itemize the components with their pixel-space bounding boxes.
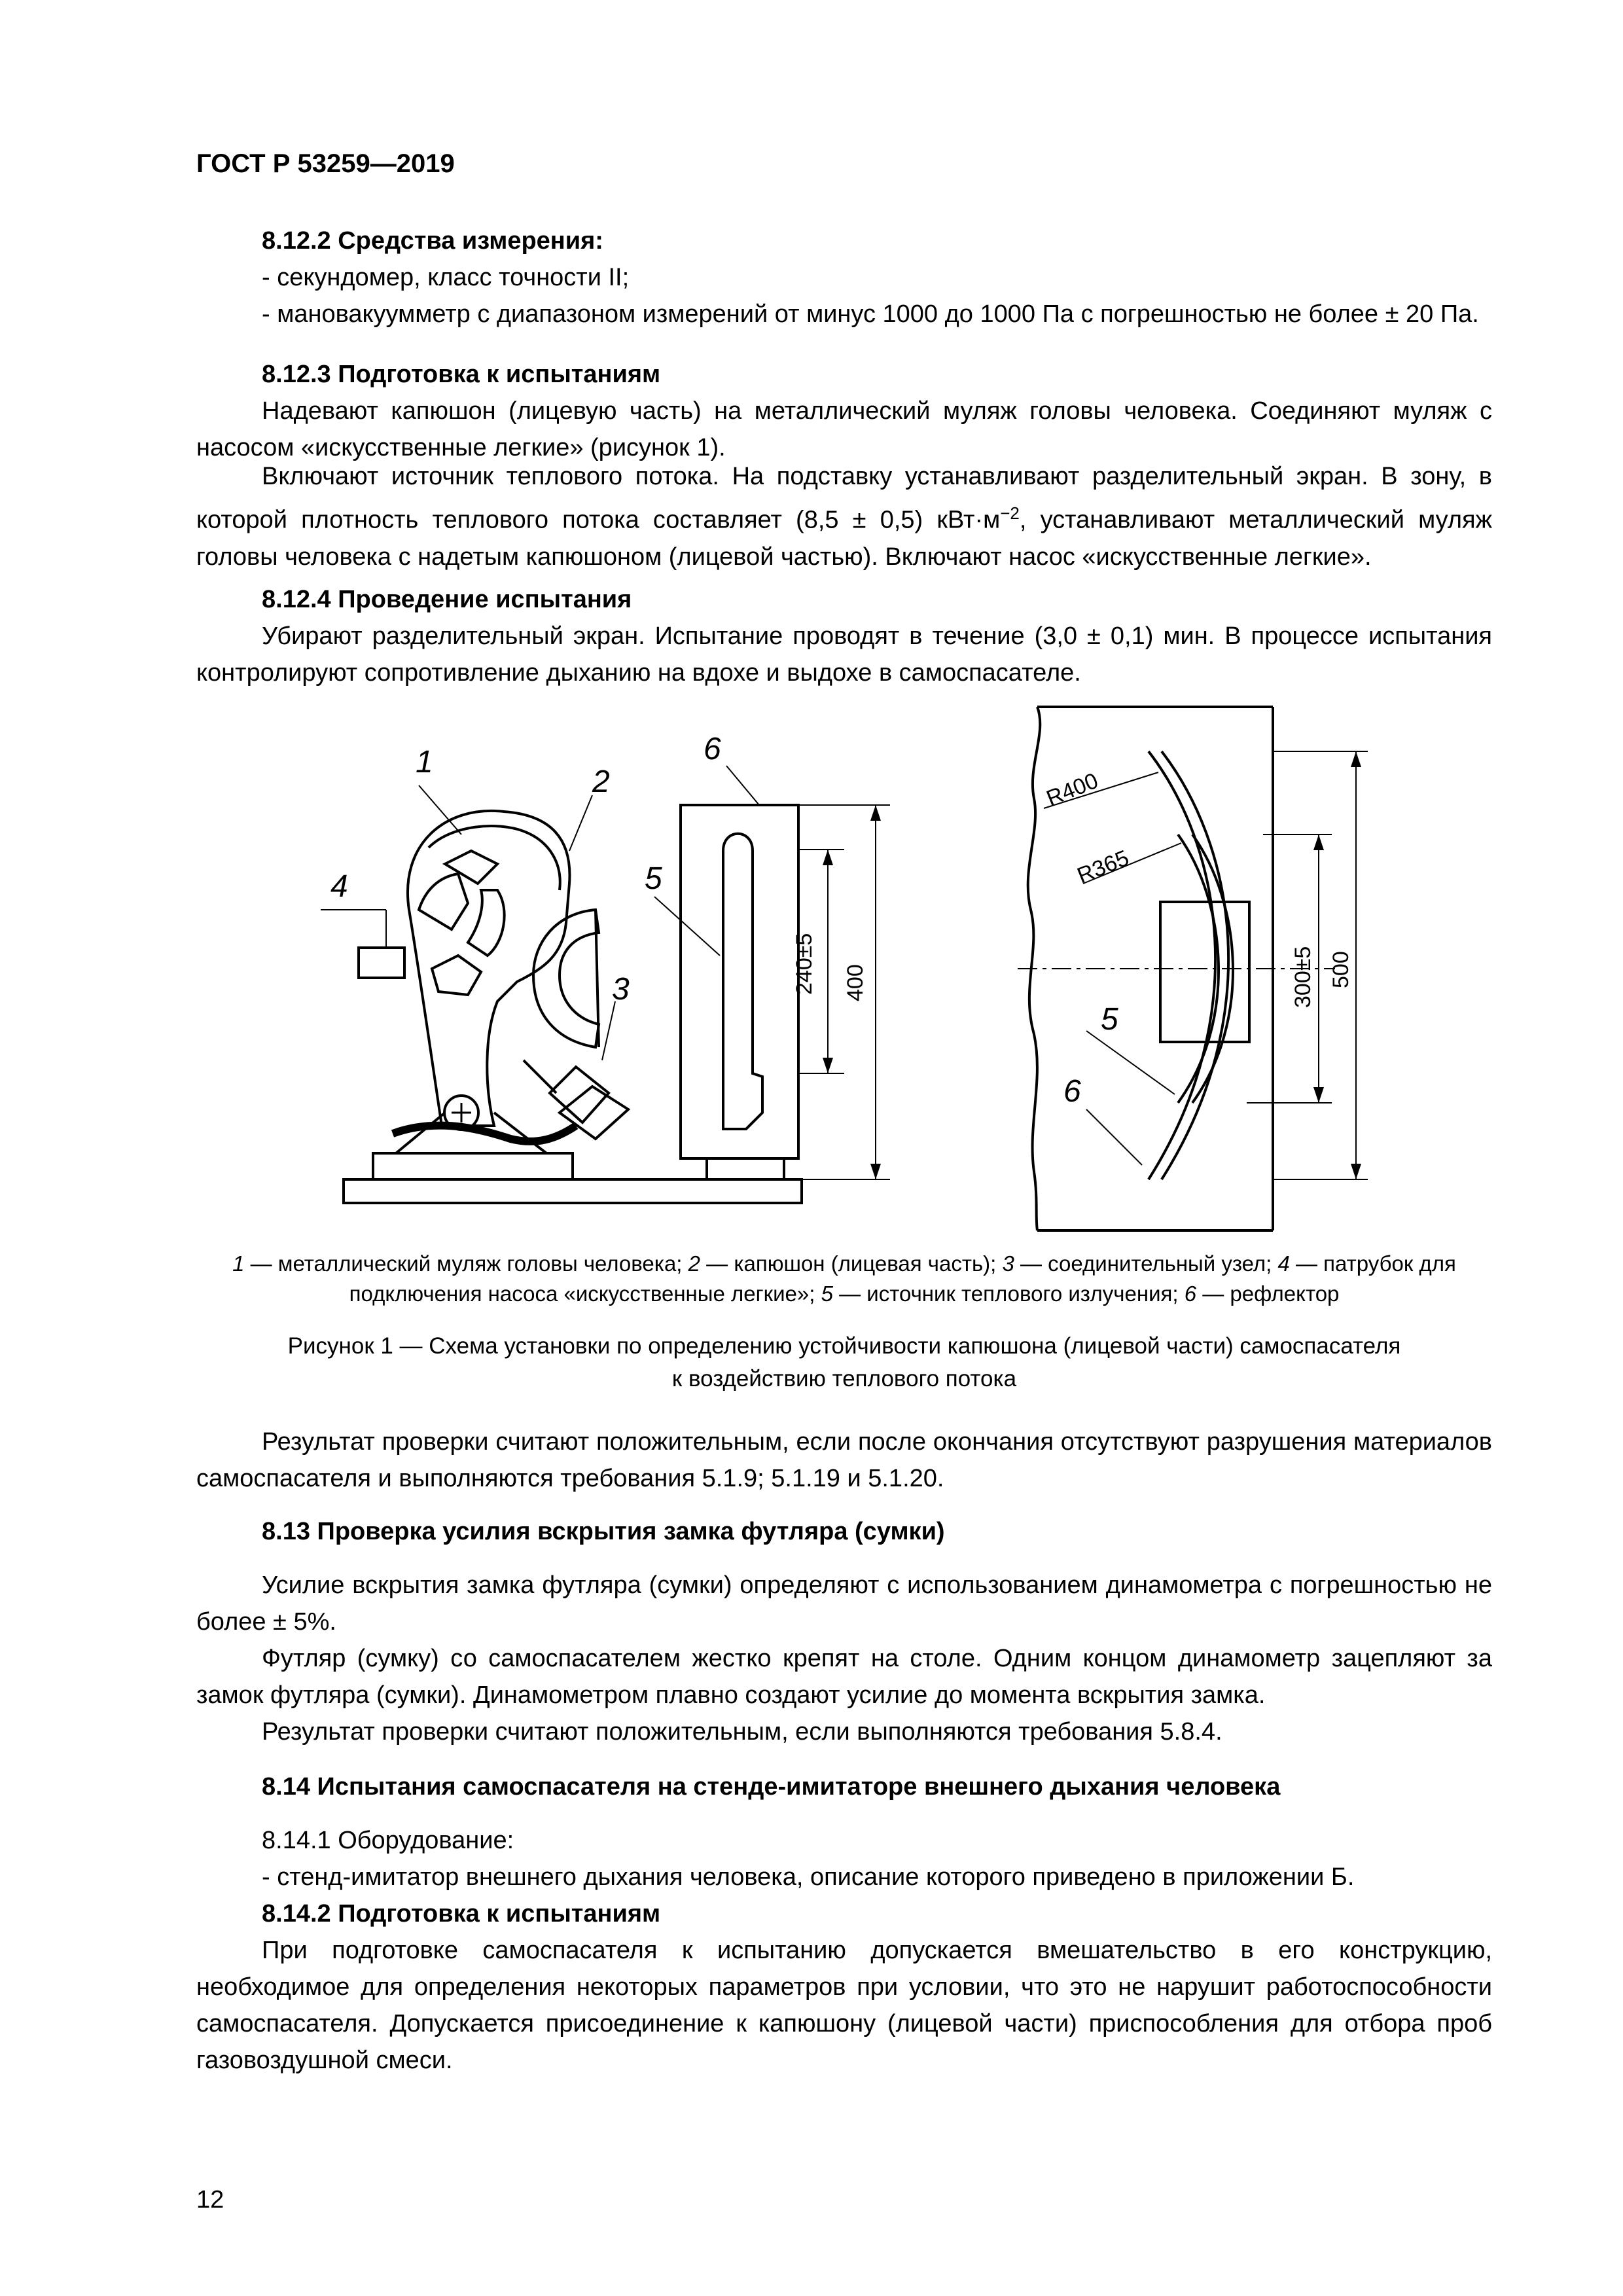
dimension-label-400: 400	[843, 964, 868, 1001]
radius-label-r400: R400	[1043, 768, 1102, 812]
paragraph: При подготовке самоспасателя к испытанию допускается вмешательство в его конструкцию, необходимое для определения некоторых параметров при условии, что это не нарушит работоспособности самоспасателя. Допускается присоединение к капюшону (лицевой части) приспособления для отбора проб газовоздушной смеси.	[196, 1937, 1492, 2074]
figure-label-3: 3	[612, 972, 630, 1007]
list-item: - секундомер, класс точности II;	[262, 264, 630, 291]
figure-label-4: 4	[330, 869, 348, 904]
section-8-14-2-title: 8.14.2 Подготовка к испытаниям	[262, 1900, 661, 1928]
hood-panel	[468, 890, 505, 956]
figure-caption: Рисунок 1 — Схема установки по определению устойчивости капюшона (лицевой части) самоспасателя к воздействию теплового потока	[287, 1333, 1401, 1391]
page-number: 12	[196, 2186, 224, 2214]
figure-label-5-right: 5	[1101, 1002, 1118, 1037]
dimension-label-500: 500	[1329, 951, 1353, 988]
connector-unit	[550, 1067, 609, 1122]
paragraph: Результат проверки считают положительным, если после окончания отсутствуют разрушения материалов самоспасателя и выполняются требования 5.1.9; 5.1.19 и 5.1.20.	[196, 1428, 1492, 1492]
base-plate	[344, 1179, 802, 1203]
list-item: - стенд-имитатор внешнего дыхания человека, описание которого приведено в приложении Б.	[262, 1863, 1355, 1891]
hood-panel	[419, 874, 468, 929]
list-item: - мановакуумметр с диапазоном измерений от минус 1000 до 1000 Па с погрешностью не более ± 20 Па.	[262, 300, 1479, 328]
figure-label-6: 6	[704, 732, 721, 766]
pump-port	[359, 948, 404, 978]
leader-line-2	[569, 795, 592, 851]
section-8-12-4-title: 8.12.4 Проведение испытания	[262, 586, 632, 613]
heat-source-emitter	[723, 834, 762, 1129]
leader-line-6-right	[1086, 1109, 1142, 1165]
radius-label-r365: R365	[1073, 845, 1133, 889]
head-stand	[373, 1153, 573, 1179]
heat-source-housing	[681, 805, 798, 1158]
figure-label-5: 5	[645, 861, 662, 896]
dimension-label-300: 300±5	[1291, 946, 1315, 1008]
paragraph: Надевают капюшон (лицевую часть) на металлический муляж головы человека. Соединяют муляж с насосом «искусственные легкие» (рисунок 1).	[196, 397, 1492, 461]
section-8-14-title: 8.14 Испытания самоспасателя на стенде-имитаторе внешнего дыхания человека	[262, 1773, 1281, 1801]
paragraph: Результат проверки считают положительным, если выполняются требования 5.8.4.	[262, 1718, 1222, 1746]
paragraph: Футляр (сумку) со самоспасателем жестко крепят на столе. Одним концом динамометр зацепляют за замок футляра (сумки). Динамометром плавно создают усилие до момента вскрытия замка.	[196, 1645, 1492, 1709]
figure-label-2: 2	[592, 764, 610, 799]
section-8-13-title: 8.13 Проверка усилия вскрытия замка футляра (сумки)	[262, 1518, 945, 1545]
figure-label-1: 1	[416, 745, 433, 780]
connector-line	[524, 1060, 556, 1093]
figure-label-6-right: 6	[1063, 1074, 1081, 1109]
paragraph: Усилие вскрытия замка футляра (сумки) определяют с использованием динамометра с погрешностью не более ± 5%.	[196, 1571, 1492, 1636]
hood-panel	[432, 956, 481, 995]
paragraph: Убирают разделительный экран. Испытание проводят в течение (3,0 ± 0,1) мин. В процессе испытания контролируют сопротивление дыханию на вдохе и выдохе в самоспасателе.	[196, 622, 1492, 687]
hood-panel	[445, 851, 497, 884]
section-8-14-1-title: 8.14.1 Оборудование:	[262, 1827, 514, 1854]
hood-outline	[429, 826, 560, 890]
section-8-12-3-title: 8.12.3 Подготовка к испытаниям	[262, 361, 661, 388]
figure-1-schematic	[0, 694, 1623, 1250]
reflector-outer-arc	[1149, 751, 1215, 1179]
leader-line-3	[602, 1001, 615, 1060]
section-8-12-2-title: 8.12.2 Средства измерения:	[262, 227, 603, 255]
figure-legend: 1 — металлический муляж головы человека; 2 — капюшон (лицевая часть); 3 — соединительный узел; 4 — патрубок для подключения насоса «искусственные легкие»; 5 — источник теплового излучения; 6 — рефлектор	[232, 1251, 1456, 1306]
dimension-label-240: 240±5	[792, 933, 817, 995]
heat-source-base	[707, 1158, 784, 1179]
leader-line-6	[726, 766, 759, 805]
head-block	[1160, 902, 1249, 1042]
document-code: ГОСТ Р 53259—2019	[196, 149, 455, 178]
paragraph: Включают источник теплового потока. На подставку устанавливают разделительный экран. В зону, в которой плотность теплового потока составляет (8,5 ± 0,5) $кВт\cdot м^{-2}$, устанавливают металлический муляж головы человека с надетым капюшоном (лицевой частью). Включают насос «искусственные легкие».	[196, 463, 1492, 571]
leader-line-5	[654, 897, 720, 956]
